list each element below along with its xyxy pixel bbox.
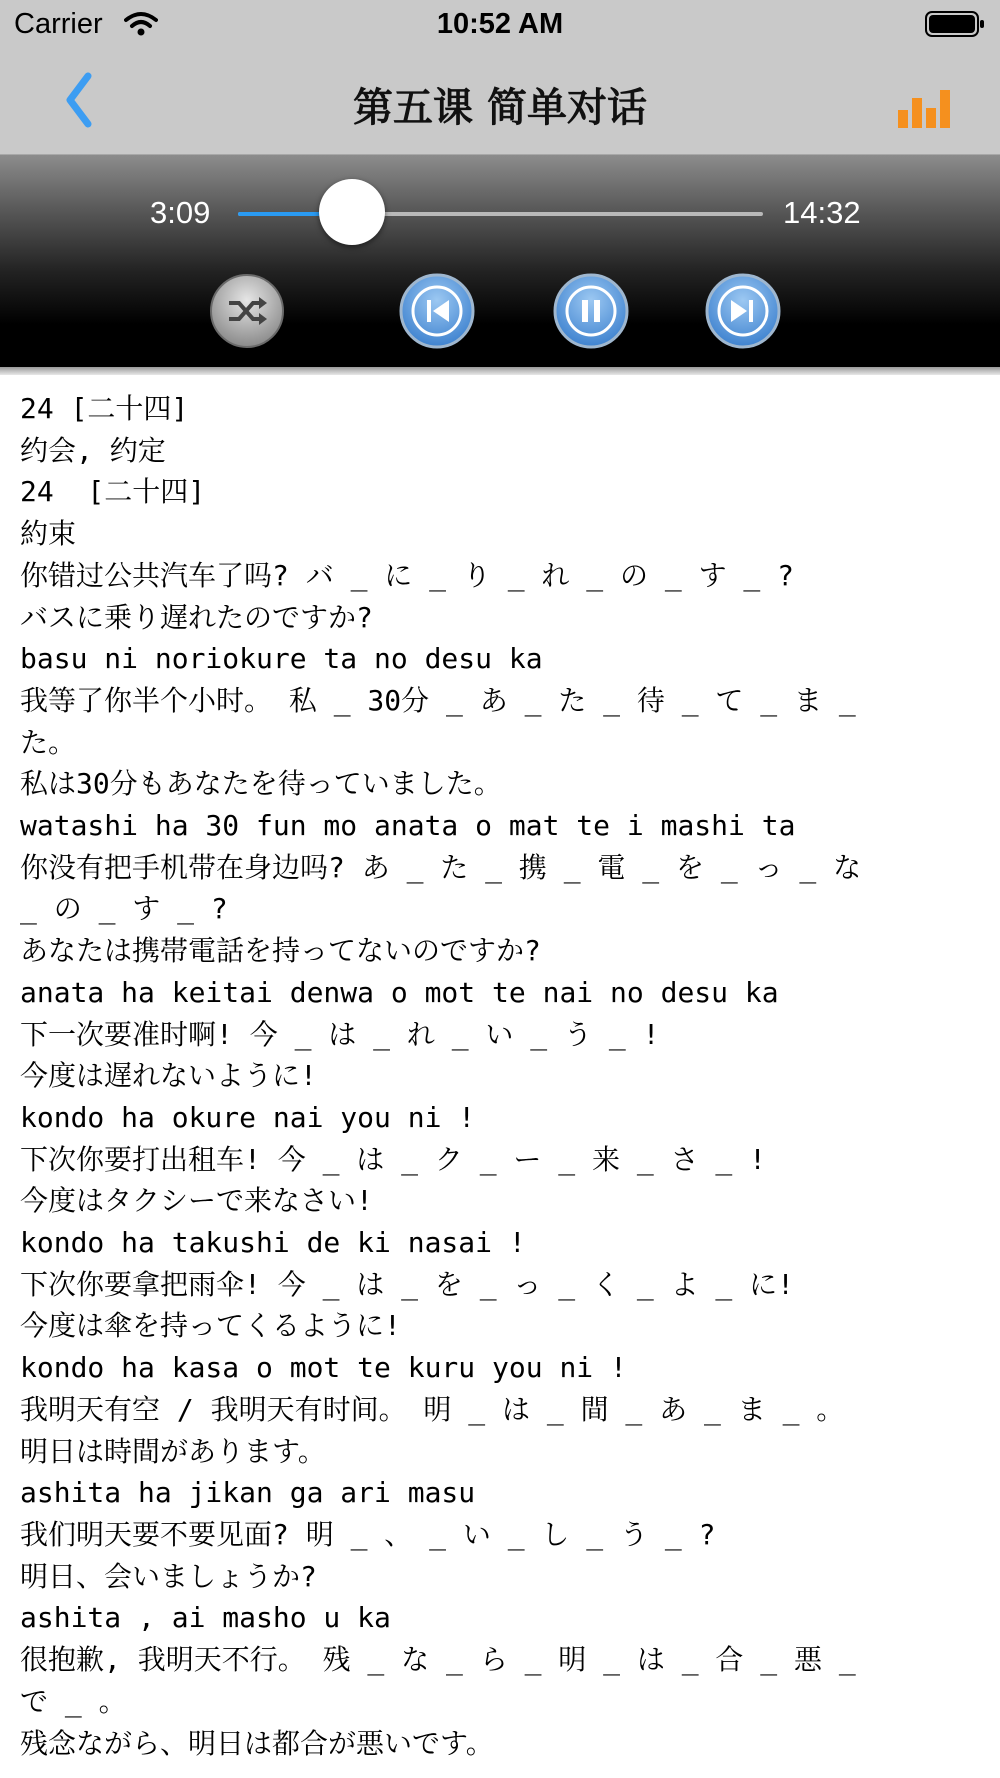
lesson-text bbox=[20, 388, 980, 1764]
text-line: 残念ながら、明日は都合が悪いです。 bbox=[20, 1726, 494, 1760]
text-line: 你没有把手机带在身边吗? あ _ た _ 携 _ 電 _ を _ っ _ な bbox=[20, 850, 862, 884]
status-bar bbox=[0, 0, 1000, 50]
page-title: 第五课 简单对话 bbox=[353, 85, 647, 131]
carrier-label: Carrier bbox=[14, 8, 103, 40]
text-line: kondo ha kasa o mot te kuru you ni ! bbox=[20, 1351, 627, 1385]
text-line: _ の _ す _ ? bbox=[20, 892, 228, 926]
text-line: 私は30分もあなたを待っていました。 bbox=[20, 767, 502, 801]
text-line: で _ 。 bbox=[20, 1684, 127, 1718]
status-time: 10:52 AM bbox=[436, 8, 564, 40]
pause-button[interactable] bbox=[553, 273, 629, 349]
progress-track[interactable] bbox=[238, 212, 763, 216]
duration-time: 14:32 bbox=[783, 195, 861, 230]
text-line: kondo ha okure nai you ni ! bbox=[20, 1100, 476, 1134]
skip-next-icon bbox=[705, 273, 781, 349]
text-line: 下次你要拿把雨伞! 今 _ は _ を _ っ _ く _ よ _ に! bbox=[20, 1267, 795, 1301]
current-time: 3:09 bbox=[150, 195, 211, 230]
previous-button[interactable] bbox=[399, 273, 475, 349]
text-line: た。 bbox=[20, 725, 77, 759]
text-line: 你错过公共汽车了吗? バ _ に _ り _ れ _ の _ す _ ? bbox=[20, 558, 795, 592]
text-line: anata ha keitai denwa o mot te nai no desu ka bbox=[20, 975, 779, 1009]
text-line: 今度はタクシーで来なさい! bbox=[20, 1184, 373, 1218]
text-line: あなたは携帯電話を持ってないのですか? bbox=[20, 934, 541, 968]
text-line: 今度は傘を持ってくるように! bbox=[20, 1309, 401, 1343]
text-line: ashita , ai masho u ka bbox=[20, 1601, 391, 1635]
text-line: 約束 bbox=[20, 517, 77, 551]
text-line: 下次你要打出租车! 今 _ は _ ク _ ー _ 来 _ さ _ ! bbox=[20, 1142, 767, 1176]
text-line: 明日は時間があります。 bbox=[20, 1434, 326, 1468]
text-line: 我等了你半个小时。 私 _ 30分 _ あ _ た _ 待 _ て _ ま _ bbox=[20, 683, 856, 717]
text-line: バスに乗り遅れたのですか? bbox=[20, 600, 373, 634]
bar-chart-icon bbox=[896, 86, 952, 128]
battery-icon bbox=[925, 10, 985, 38]
skip-previous-icon bbox=[399, 273, 475, 349]
text-line: 我明天有空 / 我明天有时间。 明 _ は _ 間 _ あ _ ま _ 。 bbox=[20, 1392, 845, 1426]
text-line: 约会, 约定 bbox=[20, 433, 166, 467]
text-line: 24 [二十四] bbox=[20, 475, 206, 509]
text-line: 很抱歉, 我明天不行。 残 _ な _ ら _ 明 _ は _ 合 _ 悪 _ bbox=[20, 1643, 856, 1677]
text-line: ashita ha jikan ga ari masu bbox=[20, 1476, 476, 1510]
shuffle-button[interactable] bbox=[209, 273, 285, 349]
next-button[interactable] bbox=[705, 273, 781, 349]
text-line: 我们明天要不要见面? 明 _ 、 _ い _ し _ う _ ? bbox=[20, 1517, 716, 1551]
playlist-chart-button[interactable] bbox=[896, 86, 952, 128]
text-line: watashi ha 30 fun mo anata o mat te i mashi ta bbox=[20, 809, 796, 843]
audio-player bbox=[0, 155, 1000, 367]
text-line: 明日、会いましょうか? bbox=[20, 1559, 317, 1593]
text-line: kondo ha takushi de ki nasai ! bbox=[20, 1226, 526, 1260]
navigation-bar bbox=[0, 50, 1000, 155]
shuffle-icon bbox=[209, 273, 285, 349]
text-line: 今度は遅れないように! bbox=[20, 1059, 317, 1093]
progress-thumb[interactable] bbox=[319, 179, 385, 245]
text-line: basu ni noriokure ta no desu ka bbox=[20, 642, 543, 676]
text-line: 下一次要准时啊! 今 _ は _ れ _ い _ う _ ! bbox=[20, 1017, 660, 1051]
pause-icon bbox=[553, 273, 629, 349]
text-line: 24 [二十四] bbox=[20, 392, 189, 425]
